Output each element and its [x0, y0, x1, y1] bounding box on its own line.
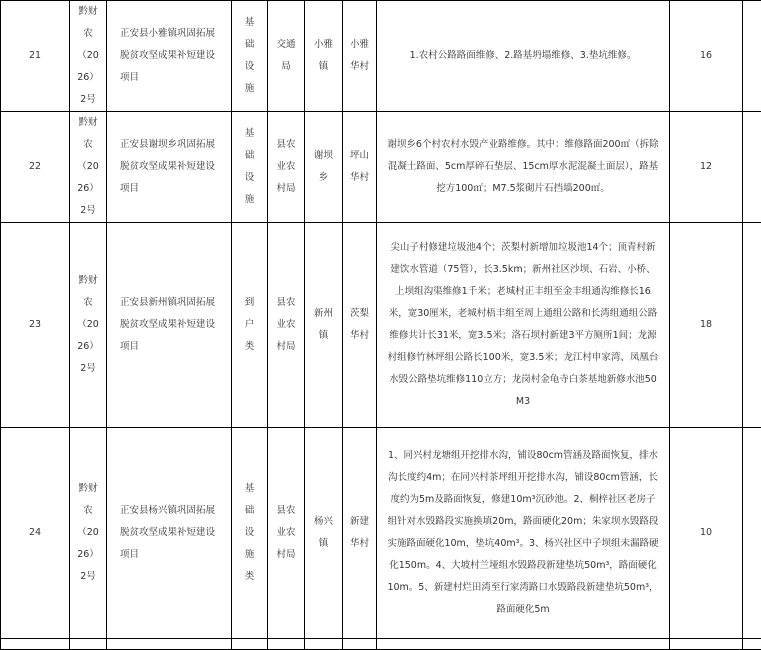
village-cell [343, 1, 377, 112]
content-cell [377, 428, 670, 639]
doc-number-text: 黔财农（2026）2号 [77, 112, 99, 222]
seq-cell: 22 [1, 112, 70, 223]
project-type-cell [232, 223, 268, 428]
seq-cell: 23 [1, 223, 70, 428]
village-cell [343, 112, 377, 223]
project-type-cell [232, 1, 268, 112]
project-type-cell [232, 112, 268, 223]
content-text: 1.农村公路路面维修、2.路基坍塌维修、3.垫坑维修。 [387, 45, 659, 67]
village-text: 坪山华村 [349, 145, 371, 189]
project-type-text: 基础设施类 [242, 478, 258, 588]
project-name-cell [107, 223, 232, 428]
town-cell [305, 112, 343, 223]
content-cell [377, 112, 670, 223]
seq-cell: 24 [1, 428, 70, 639]
content-cell [377, 1, 670, 112]
content-text: 谢坝乡6个村农村水毁产业路维修。其中：维修路面200㎡（拆除混凝土路面、5cm厚碎石垫层、15cm厚水泥混凝土面层），路基挖方100㎡；M7.5浆砌片石挡墙200㎡。 [387, 134, 659, 200]
seq-cell: 21 [1, 1, 70, 112]
town-cell [305, 428, 343, 639]
doc-number-cell [70, 112, 107, 223]
table-row [1, 223, 761, 428]
project-name-cell [107, 1, 232, 112]
table-row [1, 1, 761, 112]
department-cell [268, 428, 305, 639]
department-text: 县农业农村局 [272, 134, 300, 200]
town-cell [305, 223, 343, 428]
project-name-cell [107, 428, 232, 639]
blank-cell [743, 1, 761, 112]
village-text: 茨梨华村 [349, 303, 371, 347]
blank-cell [743, 112, 761, 223]
project-name-text: 正安县小雅镇巩固拓展脱贫攻坚成果补短建设项目 [120, 23, 218, 89]
amount-cell: 16 [670, 1, 743, 112]
town-text: 小雅镇 [314, 34, 334, 78]
content-cell [377, 223, 670, 428]
town-cell [305, 1, 343, 112]
content-text: 尖山子村修建垃圾池4个；茨梨村新增加垃圾池14个；顶青村新建饮水管道（75管），长3.5km；新州社区沙坝、石岩、小桥、上坝组沟渠维修1千米；老城村正丰组至金丰组通沟维修长16米，宽30厘米，老城村梧丰组至周上通组公路和长湾组通组公路维修共计长31米，宽3.5米；洛石坝村新建3平方厕所1间；龙源村组修竹林坪组公路长100米，宽3.5米；龙江村申家湾、凤凰台水毁公路垫坑维修110立方；龙岗村金龟寺白茶基地新修水池50M3 [387, 237, 659, 413]
doc-number-cell [70, 428, 107, 639]
table-row [1, 428, 761, 639]
department-cell [268, 1, 305, 112]
town-text: 杨兴镇 [314, 511, 334, 555]
doc-number-text: 黔财农（2026）2号 [77, 270, 99, 380]
town-text: 谢坝乡 [314, 145, 334, 189]
project-type-cell [232, 428, 268, 639]
doc-number-cell [70, 223, 107, 428]
town-text: 新州镇 [314, 303, 334, 347]
amount-cell: 10 [670, 428, 743, 639]
doc-number-cell [70, 1, 107, 112]
project-name-cell [107, 112, 232, 223]
blank-cell [743, 223, 761, 428]
doc-number-text: 黔财农（2026）2号 [77, 478, 99, 588]
content-text: 1、同兴村龙塘组开挖排水沟，铺设80cm管涵及路面恢复，排水沟长度约4m；在同兴村茶坪组开挖排水沟，铺设80cm管涵，长度约为5m及路面恢复，修建10m³沉砂池。2、桐梓社区老房子组针对水毁路段实施换填20m，路面硬化20m；朱家坝水毁路段实施路面硬化10m，垫坑40m³。3、杨兴社区中子坝组未漏路硬化150m。4、大坡村兰垭组水毁路段新建垫坑50m³，路面硬化10m。5、新建村烂田湾至行家湾路口水毁路段新建垫坑50m³，路面硬化5m [387, 445, 659, 621]
village-text: 新建华村 [349, 511, 371, 555]
department-text: 县农业农村局 [272, 500, 300, 566]
blank-cell [743, 428, 761, 639]
doc-number-text: 黔财农（2026）2号 [77, 1, 99, 111]
amount-cell: 18 [670, 223, 743, 428]
project-name-text: 正安县新州镇巩固拓展脱贫攻坚成果补短建设项目 [120, 292, 218, 358]
department-cell [268, 223, 305, 428]
project-type-text: 基础设施 [242, 12, 258, 100]
project-type-text: 到户类 [242, 292, 258, 358]
department-text: 县农业农村局 [272, 292, 300, 358]
table-row [1, 112, 761, 223]
village-cell [343, 428, 377, 639]
table-row [1, 639, 761, 650]
department-cell [268, 112, 305, 223]
project-type-text: 基础设施 [242, 123, 258, 211]
village-text: 小雅华村 [349, 34, 371, 78]
amount-cell: 12 [670, 112, 743, 223]
project-name-text: 正安县谢坝乡巩固拓展脱贫攻坚成果补短建设项目 [120, 134, 218, 200]
department-text: 交通局 [272, 34, 300, 78]
village-cell [343, 223, 377, 428]
project-name-text: 正安县杨兴镇巩固拓展脱贫攻坚成果补短建设项目 [120, 500, 218, 566]
